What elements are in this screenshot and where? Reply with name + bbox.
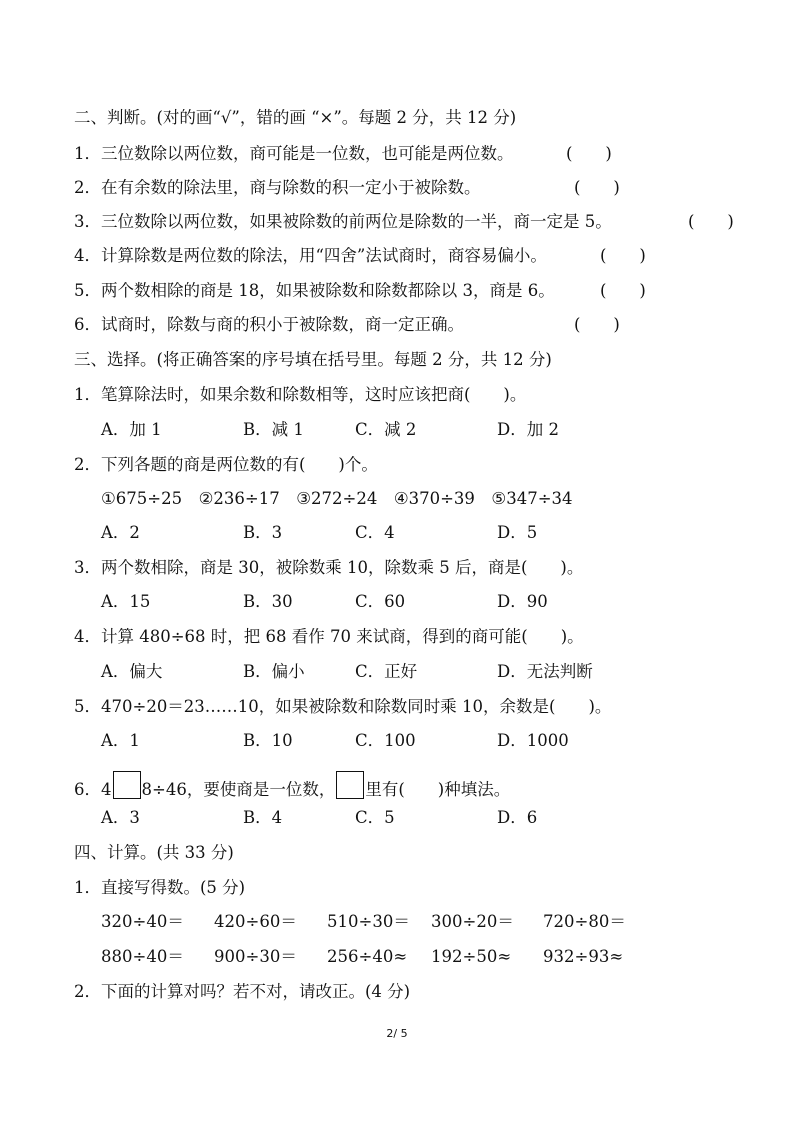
- choice-q4-option-a[interactable]: A．偏大: [101, 662, 163, 681]
- calc-expr: 300÷20＝: [431, 912, 514, 931]
- judge-answer-blank-6[interactable]: ( ): [574, 315, 620, 334]
- choice-q3-option-d[interactable]: D．90: [497, 592, 548, 611]
- section2-heading: 二、判断。(对的画“√”，错的画 “×”。每题 2 分，共 12 分): [74, 108, 517, 127]
- calc-expr: 720÷80＝: [543, 912, 626, 931]
- choice-q4-option-b[interactable]: B．偏小: [243, 662, 305, 681]
- choice-q6-option-d[interactable]: D．6: [497, 808, 538, 827]
- judge-answer-blank-5[interactable]: ( ): [600, 281, 646, 300]
- calc-expr: 320÷40＝: [101, 912, 184, 931]
- choice-q4-option-d[interactable]: D．无法判断: [497, 662, 593, 681]
- calc-expr: 420÷60＝: [214, 912, 297, 931]
- judge-item-5: 5．两个数相除的商是 18，如果被除数和除数都除以 3，商是 6。: [74, 281, 555, 300]
- page-number: 2/ 5: [386, 1027, 408, 1040]
- choice-q3-option-c[interactable]: C．60: [355, 592, 406, 611]
- choice-q5-option-d[interactable]: D．1000: [497, 731, 569, 750]
- choice-q5-stem: 5．470÷20＝23……10，如果被除数和除数同时乘 10，余数是( )。: [74, 697, 612, 716]
- calc-expr: 510÷30＝: [327, 912, 410, 931]
- calc-expr: 880÷40＝: [101, 947, 184, 966]
- choice-q1-option-b[interactable]: B．减 1: [243, 420, 304, 439]
- judge-item-3: 3．三位数除以两位数，如果被除数的前两位是除数的一半，商一定是 5。: [74, 212, 612, 231]
- calc-expr: 900÷30＝: [214, 947, 297, 966]
- choice-q6-stem-part-b: 8÷46，要使商是一位数，: [141, 780, 336, 799]
- calc-expr: 192÷50≈: [431, 947, 512, 966]
- choice-q4-stem: 4．计算 480÷68 时，把 68 看作 70 来试商，得到的商可能( )。: [74, 627, 584, 646]
- choice-q2-option-d[interactable]: D．5: [497, 523, 538, 542]
- choice-q5-option-c[interactable]: C．100: [355, 731, 416, 750]
- section4-heading: 四、计算。(共 33 分): [74, 843, 234, 862]
- digit-blank-box-reference: [336, 771, 364, 799]
- judge-item-6: 6．试商时，除数与商的积小于被除数，商一定正确。: [74, 315, 464, 334]
- calc-expr: 256÷40≈: [327, 947, 408, 966]
- judge-answer-blank-3[interactable]: ( ): [688, 212, 734, 231]
- judge-item-1: 1．三位数除以两位数，商可能是一位数，也可能是两位数。: [74, 144, 514, 163]
- choice-q2-option-c[interactable]: C．4: [355, 523, 395, 542]
- choice-q5-option-a[interactable]: A．1: [101, 731, 140, 750]
- choice-q2-option-a[interactable]: A．2: [101, 523, 140, 542]
- choice-q6-option-a[interactable]: A．3: [101, 808, 140, 827]
- judge-answer-blank-4[interactable]: ( ): [600, 246, 646, 265]
- digit-blank-box[interactable]: [113, 771, 141, 799]
- choice-q2-stem: 2．下列各题的商是两位数的有( )个。: [74, 455, 378, 474]
- choice-q1-option-c[interactable]: C．减 2: [355, 420, 417, 439]
- choice-q6-stem-part-c: 里有( )种填法。: [365, 780, 511, 799]
- choice-q2-option-b[interactable]: B．3: [243, 523, 283, 542]
- judge-answer-blank-1[interactable]: ( ): [566, 144, 612, 163]
- choice-q1-stem: 1．笔算除法时，如果余数和除数相等，这时应该把商( )。: [74, 385, 527, 404]
- judge-answer-blank-2[interactable]: ( ): [574, 178, 620, 197]
- choice-q6-option-b[interactable]: B．4: [243, 808, 283, 827]
- choice-q2-expressions: ①675÷25 ②236÷17 ③272÷24 ④370÷39 ⑤347÷34: [101, 489, 573, 508]
- calc-expr: 932÷93≈: [543, 947, 624, 966]
- choice-q6-option-c[interactable]: C．5: [355, 808, 395, 827]
- choice-q4-option-c[interactable]: C．正好: [355, 662, 418, 681]
- choice-q3-stem: 3．两个数相除，商是 30，被除数乘 10，除数乘 5 后，商是( )。: [74, 558, 584, 577]
- choice-q1-option-a[interactable]: A．加 1: [101, 420, 162, 439]
- judge-item-4: 4．计算除数是两位数的除法，用“四舍”法试商时，商容易偏小。: [74, 246, 547, 265]
- calc-sub2-title: 2．下面的计算对吗？若不对，请改正。(4 分): [74, 982, 411, 1001]
- choice-q1-option-d[interactable]: D．加 2: [497, 420, 559, 439]
- calc-sub1-title: 1．直接写得数。(5 分): [74, 878, 246, 897]
- choice-q3-option-b[interactable]: B．30: [243, 592, 293, 611]
- choice-q6-stem-part-a: 6．4: [74, 780, 112, 799]
- choice-q3-option-a[interactable]: A．15: [101, 592, 151, 611]
- judge-item-2: 2．在有余数的除法里，商与除数的积一定小于被除数。: [74, 178, 481, 197]
- section3-heading: 三、选择。(将正确答案的序号填在括号里。每题 2 分，共 12 分): [74, 350, 552, 369]
- choice-q5-option-b[interactable]: B．10: [243, 731, 293, 750]
- choice-q6-stem: [74, 771, 510, 800]
